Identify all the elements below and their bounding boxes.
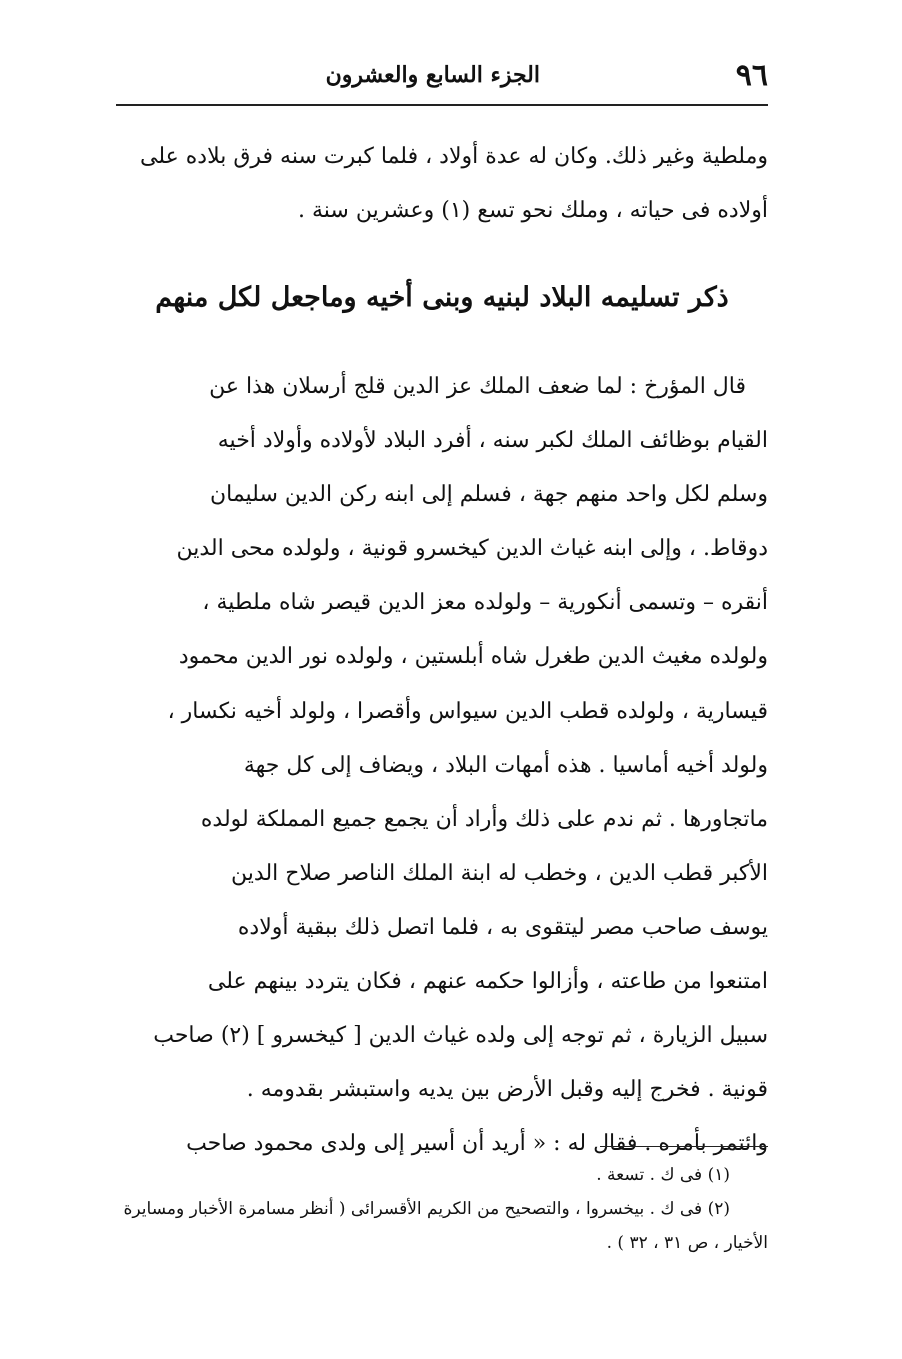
footnote-line: الأخيار ، ص ٣١ ، ٣٢ ) . [606,1233,768,1253]
text-line: يوسف صاحب مصر ليتقوى به ، فلما اتصل ذلك ببقية أولاده [237,914,768,940]
text-line: قونية . فخرج إليه وقبل الأرض بين يديه واستبشر بقدومه . [246,1077,768,1103]
page-number: ٩٦ [735,58,768,93]
text-line: أولاده فى حياته ، وملك نحو تسع (١) وعشرين سنة . [298,198,768,223]
text-line: الأكبر قطب الدين ، وخطب له ابنة الملك الناصر صلاح الدين [231,860,768,886]
text-line: امتنعوا من طاعته ، وأزالوا حكمه عنهم ، فكان يتردد بينهم على [207,969,768,995]
running-title: الجزء السابع والعشرون [325,62,540,88]
text-line: القيام بوظائف الملك لكبر سنه ، أفرد البلاد لأولاده وأولاد أخيه [217,428,768,454]
text-line: أنقره – وتسمى أنكورية – ولولده معز الدين قيصر شاه ملطية ، [202,590,768,616]
footnote-line: (٢) فى ك . بيخسروا ، والتصحيح من الكريم الأقسرائى ( أنظر مسامرة الأخبار ومسايرة [123,1199,730,1219]
text-line: ماتجاورها . ثم ندم على ذلك وأراد أن يجمع جميع المملكة لولده [200,806,768,832]
text-line: وسلم لكل واحد منهم جهة ، فسلم إلى ابنه ركن الدين سليمان [209,482,768,508]
text-line: دوقاط. ، وإلى ابنه غياث الدين كيخسرو قونية ، ولولده محى الدين [176,536,768,562]
main-paragraph [116,360,768,1171]
footnote-line: (١) فى ك . تسعة . [596,1165,730,1185]
section-heading: ذكر تسليمه البلاد لبنيه وبنى أخيه وماجعل لكل منهم [155,282,729,313]
intro-paragraph [116,130,768,238]
text-line: قال المؤرخ : لما ضعف الملك عز الدين قلج أرسلان هذا عن [209,374,746,399]
text-line: ولولده مغيث الدين طغرل شاه أبلستين ، ولولده نور الدين محمود [178,644,768,670]
footnote-separator [600,1146,768,1147]
text-line: وائتمر بأمره . فقال له : « أريد أن أسير إلى ولدى محمود صاحب [186,1131,768,1157]
text-line: ولولد أخيه أماسيا . هذه أمهات البلاد ، ويضاف إلى كل جهة [243,752,768,778]
footnotes [116,1158,768,1260]
text-line: قيسارية ، ولولده قطب الدين سيواس وأقصرا ، ولولد أخيه نكسار ، [167,698,768,724]
text-line: سبيل الزيارة ، ثم توجه إلى ولده غياث الدين [ كيخسرو ] (٢) صاحب [153,1023,768,1049]
text-line: وملطية وغير ذلك. وكان له عدة أولاد ، فلما كبرت سنه فرق بلاده على [140,144,768,169]
page-header [116,48,768,106]
